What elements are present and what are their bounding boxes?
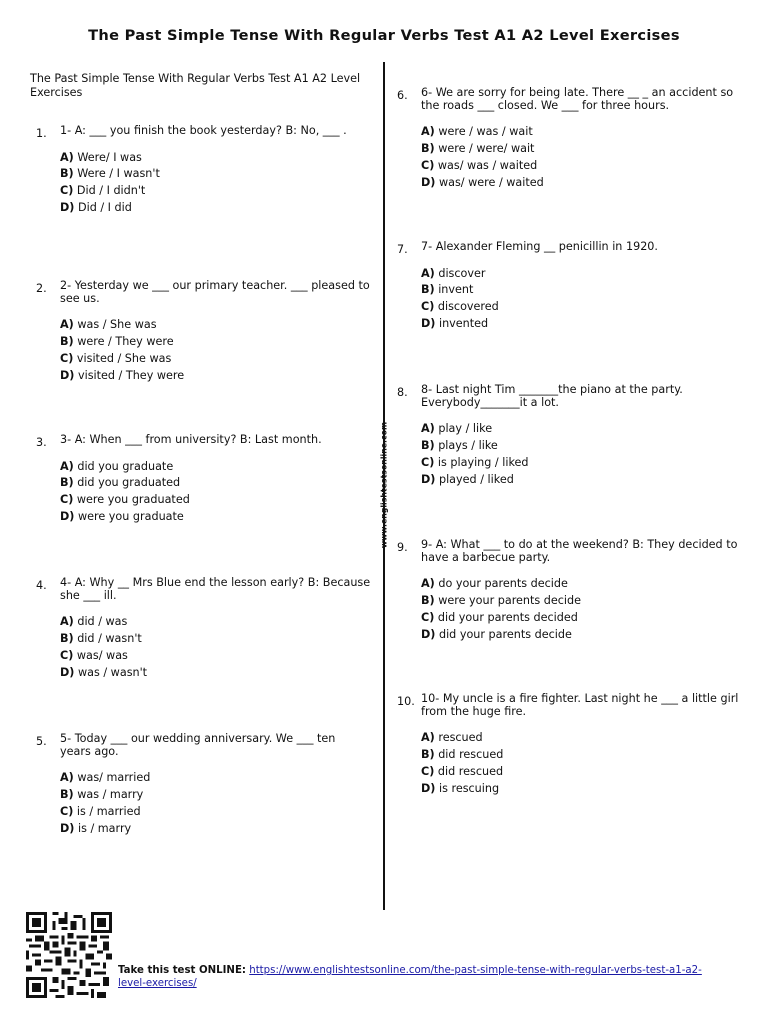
question-8 — [397, 383, 736, 488]
option-text: did you graduate — [77, 459, 174, 473]
option-d[interactable] — [60, 821, 360, 838]
option-text: were / were/ wait — [438, 141, 535, 155]
option-a[interactable] — [421, 576, 743, 593]
option-letter: D) — [421, 472, 436, 486]
question-text: 2- Yesterday we ___ our primary teacher. ___ pleased to see us. — [60, 279, 370, 305]
question-number: 9. — [397, 541, 408, 554]
option-letter: D) — [421, 627, 436, 641]
option-text: was/ was — [76, 648, 128, 662]
option-c[interactable] — [421, 610, 743, 627]
option-letter: D) — [421, 781, 436, 795]
option-letter: D) — [60, 368, 75, 382]
option-letter: B) — [421, 438, 435, 452]
option-a[interactable] — [421, 124, 736, 141]
question-number: 5. — [36, 735, 47, 748]
option-a[interactable] — [60, 770, 360, 787]
option-text: were you graduate — [77, 509, 184, 523]
question-4 — [36, 576, 375, 681]
option-c[interactable] — [421, 455, 736, 472]
footer — [118, 965, 718, 990]
option-a[interactable] — [60, 150, 360, 167]
option-text: did rescued — [437, 764, 504, 778]
option-text: was / She was — [77, 318, 157, 332]
option-letter: A) — [421, 125, 435, 139]
option-letter: A) — [421, 422, 435, 436]
option-text: were / was / wait — [438, 125, 533, 139]
option-c[interactable] — [60, 648, 375, 665]
question-number: 8. — [397, 386, 408, 399]
question-text: 1- A: ___ you finish the book yesterday? B: No, ___ . — [60, 124, 347, 137]
option-d[interactable] — [421, 316, 736, 333]
option-d[interactable] — [60, 368, 375, 385]
footer-label: Take this test ONLINE: — [118, 965, 246, 976]
question-number: 2. — [36, 282, 47, 295]
option-letter: C) — [421, 455, 435, 469]
option-text: did / wasn't — [77, 631, 142, 645]
option-a[interactable] — [421, 421, 736, 438]
option-d[interactable] — [421, 175, 736, 192]
question-2 — [36, 279, 375, 384]
option-letter: D) — [421, 175, 436, 189]
question-text: 8- Last night Tim _______the piano at the party. Everybody_______it a lot. — [421, 383, 683, 409]
option-letter: B) — [60, 787, 74, 801]
question-number: 7. — [397, 243, 408, 256]
option-b[interactable] — [421, 141, 736, 158]
question-3 — [36, 433, 375, 526]
option-letter: C) — [421, 300, 435, 314]
option-text: is rescuing — [438, 781, 500, 795]
option-c[interactable] — [60, 351, 375, 368]
option-letter: B) — [421, 141, 435, 155]
option-list — [60, 317, 375, 384]
option-b[interactable] — [60, 787, 360, 804]
option-b[interactable] — [60, 631, 375, 648]
option-letter: D) — [60, 665, 75, 679]
test-url-link[interactable]: https://www.englishtestsonline.com/the-past-simple-tense-with-regular-verbs-test-a1-a2-level-exercises/ — [118, 965, 702, 989]
option-d[interactable] — [60, 665, 375, 682]
option-letter: A) — [60, 459, 74, 473]
option-letter: C) — [60, 351, 74, 365]
question-text: 5- Today ___ our wedding anniversary. We ___ ten years ago. — [60, 732, 336, 758]
option-letter: D) — [421, 316, 436, 330]
option-letter: A) — [60, 318, 74, 332]
question-text: 6- We are sorry for being late. There __ _ an accident so the roads ___ closed. We ___ for three hours. — [421, 86, 734, 112]
option-d[interactable] — [421, 627, 743, 644]
option-b[interactable] — [421, 438, 736, 455]
option-text: were / They were — [77, 334, 174, 348]
option-list — [60, 150, 360, 217]
option-text: was/ was / waited — [437, 158, 538, 172]
option-text: were you graduated — [76, 493, 190, 507]
option-d[interactable] — [60, 200, 360, 217]
option-text: Were / I wasn't — [77, 167, 160, 181]
question-number: 3. — [36, 436, 47, 449]
option-letter: A) — [421, 266, 435, 280]
option-letter: C) — [60, 184, 74, 198]
question-text: 9- A: What ___ to do at the weekend? B: They decided to have a barbecue party. — [421, 538, 738, 564]
option-c[interactable] — [421, 158, 736, 175]
option-letter: C) — [421, 610, 435, 624]
option-text: invented — [438, 316, 489, 330]
option-letter: C) — [60, 493, 74, 507]
option-text: rescued — [438, 731, 483, 745]
option-c[interactable] — [60, 492, 375, 509]
option-d[interactable] — [421, 781, 743, 798]
option-b[interactable] — [60, 334, 375, 351]
option-letter: D) — [60, 821, 75, 835]
option-list — [421, 576, 743, 643]
document-subtitle: The Past Simple Tense With Regular Verbs Test A1 A2 Level Exercises — [30, 72, 361, 99]
option-letter: C) — [60, 804, 74, 818]
option-text: Did / I did — [77, 200, 132, 214]
option-letter: B) — [421, 283, 435, 297]
option-letter: D) — [60, 509, 75, 523]
option-c[interactable] — [60, 183, 360, 200]
option-list — [421, 266, 736, 333]
option-text: discovered — [437, 300, 499, 314]
option-letter: A) — [60, 150, 74, 164]
option-text: do your parents decide — [438, 577, 568, 591]
option-text: invent — [438, 283, 474, 297]
question-10 — [397, 692, 743, 797]
question-5 — [36, 732, 360, 837]
option-text: Did / I didn't — [76, 184, 146, 198]
question-text: 10- My uncle is a fire fighter. Last night he ___ a little girl from the huge fire. — [421, 692, 739, 718]
option-text: is / marry — [77, 821, 132, 835]
option-list — [421, 421, 736, 488]
option-text: was / marry — [77, 787, 144, 801]
question-number: 1. — [36, 127, 47, 140]
option-list — [60, 459, 375, 526]
option-letter: A) — [421, 577, 435, 591]
option-b[interactable] — [421, 593, 743, 610]
option-letter: C) — [421, 764, 435, 778]
option-a[interactable] — [421, 730, 743, 747]
question-9 — [397, 538, 743, 643]
option-text: play / like — [438, 422, 493, 436]
option-text: did your parents decided — [437, 610, 578, 624]
option-text: Were/ I was — [77, 150, 142, 164]
option-b[interactable] — [421, 282, 736, 299]
question-6 — [397, 86, 736, 191]
option-letter: A) — [421, 731, 435, 745]
option-text: did your parents decide — [438, 627, 572, 641]
option-letter: B) — [60, 476, 74, 490]
option-a[interactable] — [421, 266, 736, 283]
option-letter: B) — [60, 334, 74, 348]
question-text: 7- Alexander Fleming __ penicillin in 1920. — [421, 240, 658, 253]
option-letter: B) — [60, 167, 74, 181]
option-text: was / wasn't — [77, 665, 148, 679]
question-number: 10. — [397, 695, 415, 708]
option-text: is playing / liked — [437, 455, 529, 469]
option-c[interactable] — [421, 299, 736, 316]
option-text: was/ were / waited — [438, 175, 544, 189]
question-number: 6. — [397, 89, 408, 102]
option-letter: A) — [60, 771, 74, 785]
option-letter: C) — [60, 648, 74, 662]
option-list — [421, 730, 743, 797]
option-letter: D) — [60, 200, 75, 214]
option-text: did rescued — [438, 747, 504, 761]
qr-code-icon[interactable] — [24, 912, 114, 998]
question-text: 4- A: Why __ Mrs Blue end the lesson early? B: Because she ___ ill. — [60, 576, 371, 602]
option-text: visited / She was — [76, 351, 172, 365]
option-text: did / was — [77, 615, 128, 629]
option-letter: A) — [60, 615, 74, 629]
option-c[interactable] — [60, 804, 360, 821]
question-7 — [397, 240, 736, 333]
option-text: did you graduated — [77, 476, 181, 490]
watermark-text: www.englishtestsonline.com — [379, 421, 389, 549]
question-1 — [36, 124, 360, 217]
option-text: were your parents decide — [438, 593, 582, 607]
option-letter: B) — [60, 631, 74, 645]
option-d[interactable] — [421, 472, 736, 489]
option-c[interactable] — [421, 764, 743, 781]
option-b[interactable] — [60, 166, 360, 183]
question-number: 4. — [36, 579, 47, 592]
option-a[interactable] — [60, 317, 375, 334]
option-list — [421, 124, 736, 191]
option-text: was/ married — [77, 771, 151, 785]
option-text: discover — [438, 266, 486, 280]
page-title: The Past Simple Tense With Regular Verbs Test A1 A2 Level Exercises — [88, 27, 680, 44]
option-b[interactable] — [421, 747, 743, 764]
option-letter: B) — [421, 593, 435, 607]
option-text: is / married — [76, 804, 141, 818]
option-b[interactable] — [60, 475, 375, 492]
option-text: played / liked — [438, 472, 514, 486]
option-a[interactable] — [60, 459, 375, 476]
option-d[interactable] — [60, 509, 375, 526]
option-text: visited / They were — [77, 368, 185, 382]
option-list — [60, 614, 375, 681]
question-text: 3- A: When ___ from university? B: Last month. — [60, 433, 322, 446]
option-a[interactable] — [60, 614, 375, 631]
option-list — [60, 770, 360, 837]
option-letter: B) — [421, 747, 435, 761]
option-text: plays / like — [438, 438, 498, 452]
option-letter: C) — [421, 158, 435, 172]
